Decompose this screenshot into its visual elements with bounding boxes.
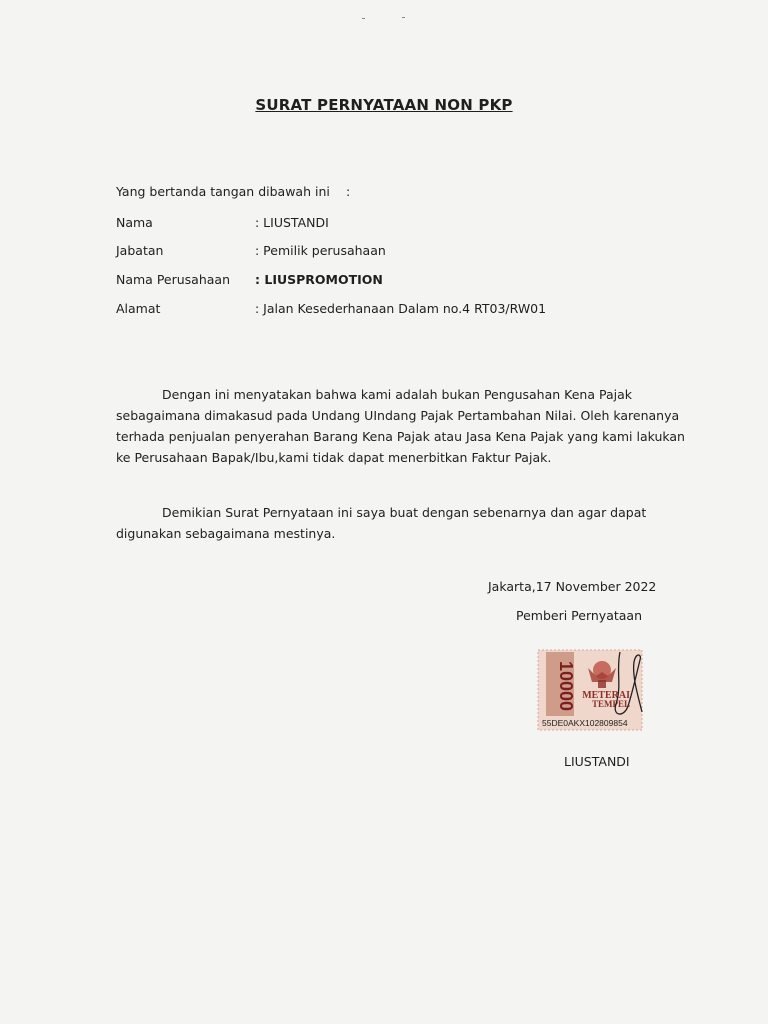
stamp-label-2: TEMPEL	[591, 699, 630, 709]
intro-text: Yang bertanda tangan dibawah ini	[116, 184, 330, 199]
stamp-serial: 55DE0AKX102809854	[542, 718, 628, 728]
field-label: Nama	[116, 215, 153, 230]
intro-line	[116, 184, 351, 199]
field-nama-perusahaan	[116, 272, 676, 290]
field-label: Jabatan	[116, 243, 164, 258]
statement-paragraph	[116, 384, 696, 468]
signer-role: Pemberi Pernyataan	[516, 608, 642, 623]
closing-text: Demikian Surat Pernyataan ini saya buat dengan sebenarnya dan agar dapat digunakan sebagaimana mestinya.	[116, 505, 647, 541]
document-title: SURAT PERNYATAAN NON PKP	[255, 96, 513, 114]
stamp-label-1: METERAI	[582, 690, 630, 701]
signer-name: LIUSTANDI	[564, 754, 630, 769]
field-value: : LIUSTANDI	[255, 215, 329, 230]
field-value: : Pemilik perusahaan	[255, 243, 386, 258]
intro-colon: :	[346, 184, 351, 199]
meterai-stamp	[532, 646, 656, 732]
field-label: Alamat	[116, 301, 161, 316]
field-jabatan	[116, 243, 676, 261]
field-label: Nama Perusahaan	[116, 272, 231, 287]
field-value: : Jalan Kesederhanaan Dalam no.4 RT03/RW01	[255, 301, 547, 316]
stamp-value: 10000	[556, 660, 576, 712]
field-nama	[116, 215, 676, 233]
statement-text: Dengan ini menyatakan bahwa kami adalah bukan Pengusahan Kena Pajak sebagaimana dimakasud pada Undang UIndang Pajak Pertambahan Nilai. Oleh karenanya terhada penjualan penyerahan Barang Kena Pajak atau Jasa Kena Pajak yang kami lakukan ke Perusahaan Bapak/Ibu,kami tidak dapat menerbitkan Faktur Pajak.	[116, 387, 685, 465]
scan-speck	[402, 17, 405, 18]
field-alamat	[116, 301, 676, 319]
field-value: : LIUSPROMOTION	[255, 272, 383, 287]
place-date: Jakarta,17 November 2022	[488, 579, 657, 594]
scan-speck	[362, 18, 365, 19]
closing-paragraph	[116, 502, 696, 544]
